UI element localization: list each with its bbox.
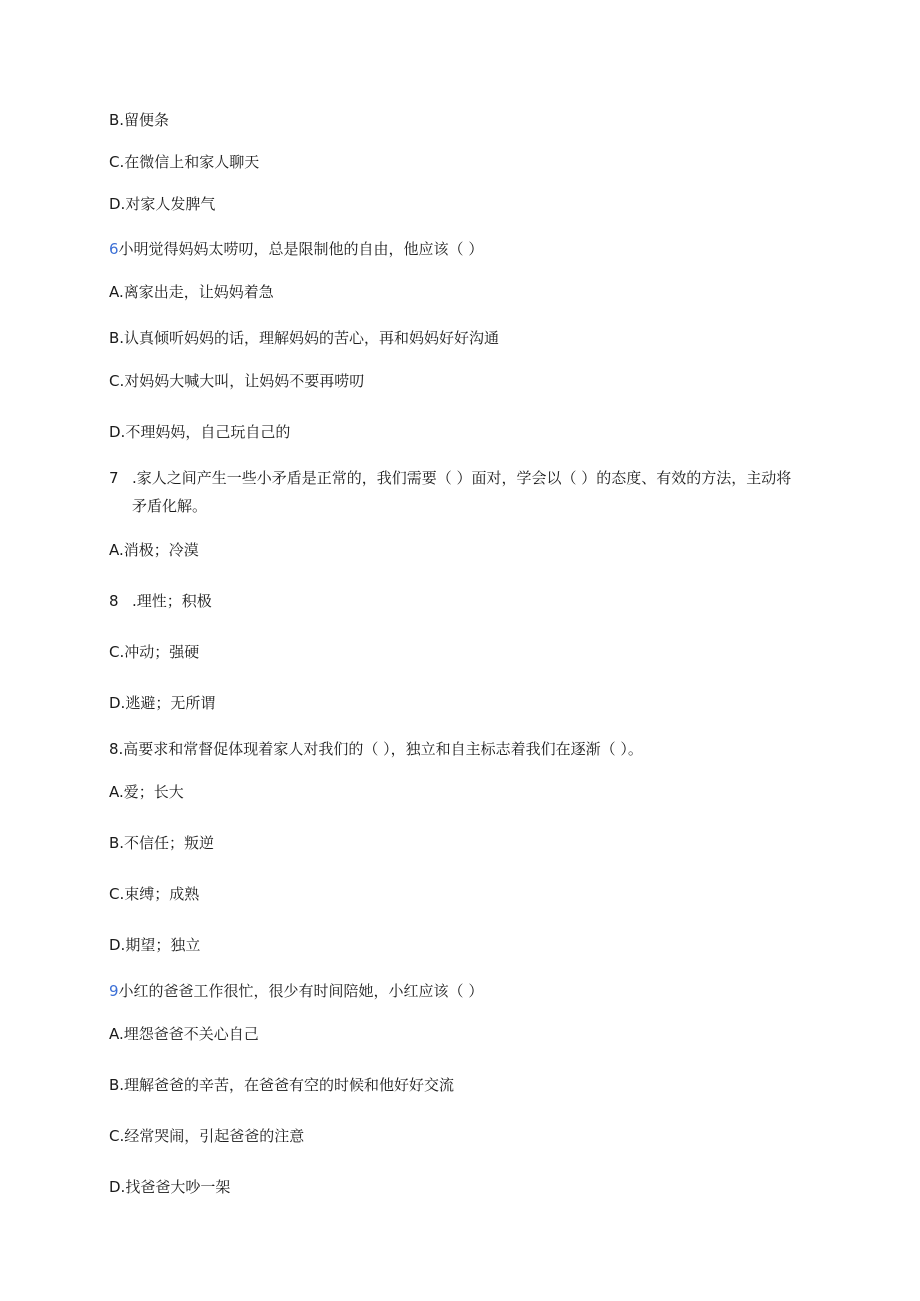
option-q9-c: C.经常哭闹，引起爸爸的注意	[109, 1127, 305, 1145]
option-q8-b: B.不信任；叛逆	[109, 834, 215, 852]
question-number: 9	[109, 982, 119, 1000]
option-q5-c: C.在微信上和家人聊天	[109, 153, 260, 171]
option-q7-b	[109, 591, 212, 611]
question-text: 小明觉得妈妈太唠叨，总是限制他的自由，他应该（ ）	[118, 240, 484, 258]
question-number: 7	[109, 469, 119, 487]
option-number: 8	[109, 592, 119, 610]
question-text: 小红的爸爸工作很忙，很少有时间陪她，小红应该（ ）	[118, 982, 484, 1000]
option-q5-d: D.对家人发脾气	[109, 195, 216, 213]
option-q8-c: C.束缚；成熟	[109, 885, 200, 903]
question-6	[109, 239, 483, 259]
option-q9-b: B.理解爸爸的辛苦，在爸爸有空的时候和他好好交流	[109, 1076, 455, 1094]
option-q7-a: A.消极；冷漠	[109, 541, 199, 559]
option-q9-a: A.埋怨爸爸不关心自己	[109, 1025, 259, 1043]
option-q6-c: C.对妈妈大喊大叫，让妈妈不要再唠叨	[109, 372, 365, 390]
question-text: .家人之间产生一些小矛盾是正常的，我们需要（ ）面对，学会以（ ）的态度、有效的方法，主动将	[132, 469, 792, 487]
option-q8-a: A.爱；长大	[109, 783, 184, 801]
option-q7-d: D.逃避；无所谓	[109, 694, 216, 712]
question-9	[109, 981, 483, 1001]
question-text-continued: 矛盾化解。	[132, 497, 208, 515]
question-8: 8.高要求和常督促体现着家人对我们的（ ），独立和自主标志着我们在逐渐（ ）。	[109, 740, 643, 758]
option-q5-b: B.留便条	[109, 111, 170, 129]
question-number: 6	[109, 240, 119, 258]
option-text: .理性；积极	[132, 592, 212, 610]
option-q6-b: B.认真倾听妈妈的话，理解妈妈的苦心，再和妈妈好好沟通	[109, 329, 500, 347]
option-q7-c: C.冲动；强硬	[109, 643, 200, 661]
question-7	[109, 464, 809, 520]
option-q6-a: A.离家出走，让妈妈着急	[109, 283, 274, 301]
option-q8-d: D.期望；独立	[109, 936, 201, 954]
option-q6-d: D.不理妈妈，自己玩自己的	[109, 423, 291, 441]
option-q9-d: D.找爸爸大吵一架	[109, 1178, 231, 1196]
